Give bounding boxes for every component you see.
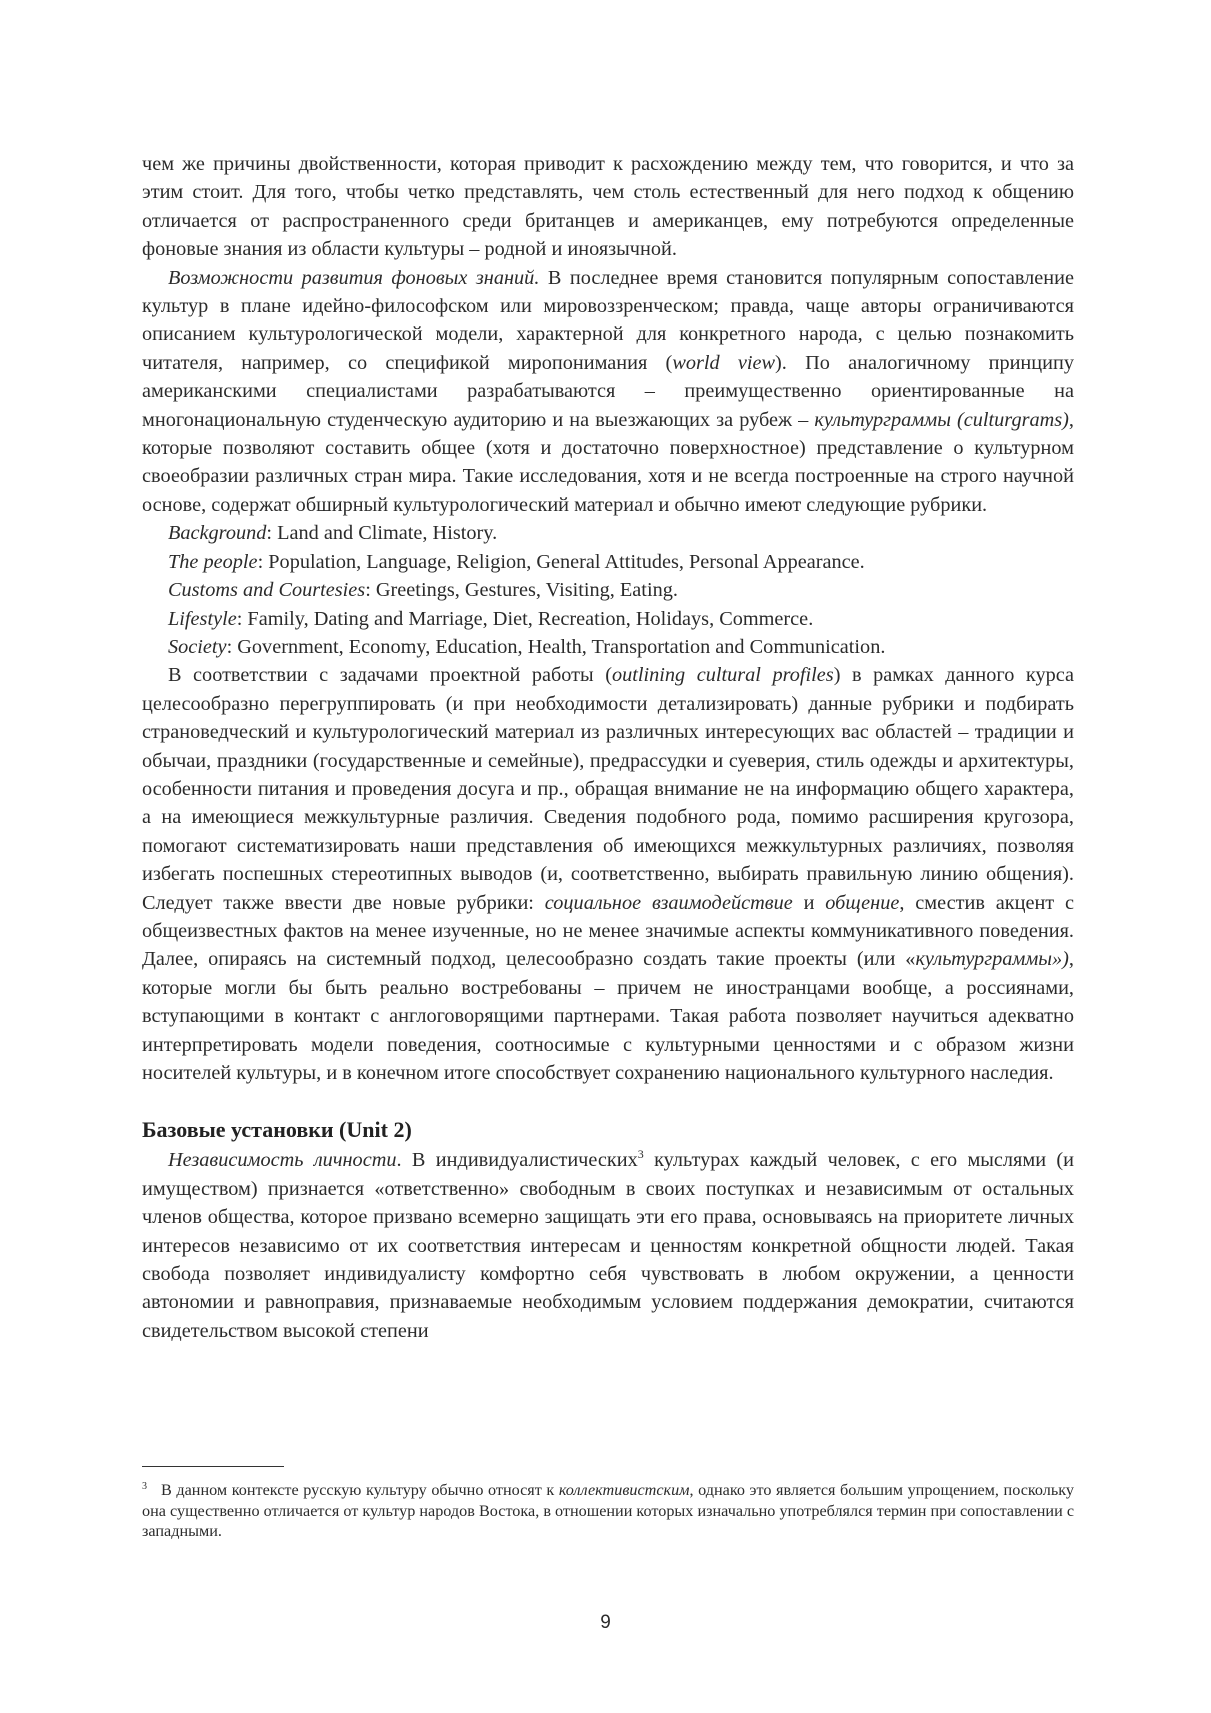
paragraph-title: Возможности развития фоновых знаний. bbox=[168, 266, 540, 289]
section-heading: Базовые установки (Unit 2) bbox=[142, 1117, 412, 1143]
main-text bbox=[142, 150, 1074, 1345]
rubric-society: Society: Government, Economy, Education, Health, Transportation and Communication. bbox=[168, 635, 886, 658]
rubric-customs: Customs and Courtesies: Greetings, Gestures, Visiting, Eating. bbox=[168, 579, 678, 602]
paragraph-intro: чем же причины двойственности, которая приводит к расхождению между тем, что говорится, и что за этим стоит. Для того, чтобы четко представлять, чем столь естественный для него подход к общению отличается от распространенного среди британцев и американцев, ему потребуются определенные фоновые знания из области культуры – родной и иноязычной. bbox=[142, 153, 1074, 261]
footnote: $^3$ В данном контексте русскую культуру обычно относят к коллективистским, однако это является большим упрощением, поскольку она существенно отличается от культур народов Востока, в отношении которых изначально употреблялся термин при сопоставлении с западными. bbox=[142, 1481, 1074, 1541]
paragraph-project-work: В соответствии с задачами проектной работы (outlining cultural profiles) в рамках данного курса целесообразно перегруппировать (и при необходимости детализировать) данные рубрики и подбирать страноведческий и культурологический материал из различных интересующих вас областей – традиции и обычаи, праздники (государственные и семейные), предрассудки и суеверия, стиль одежды и архитектуры, особенности питания и проведения досуга и пр., обращая внимание не на информацию общего характера, а на имеющиеся межкультурные различия. Сведения подобного рода, помимо расширения кругозора, помогают систематизировать наши представления об имеющихся межкультурных различиях, позволяя избегать поспешных стереотипных выводов (и, соответственно, выбирать правильную линию общения). Следует также ввести две новые рубрики: социальное взаимодействие и общение, сместив акцент с общеизвестных фактов на менее изученные, но не менее значимые аспекты коммуникативного поведения. Далее, опираясь на системный подход, целесообразно создать такие проекты (или «культурграммы»), которые могли бы быть реально востребованы – причем не иностранцами вообще, а россиянами, вступающими в контакт с англоговорящими партнерами. Такая работа позволяет научиться адекватно интерпретировать модели поведения, соотносимые с культурными ценностями и с образом жизни носителей культуры, и в конечном итоге способствует сохранению национального культурного наследия. bbox=[142, 664, 1075, 1084]
footnote-reference[interactable]: 3 bbox=[637, 1147, 644, 1162]
rubric-lifestyle: Lifestyle: Family, Dating and Marriage, Diet, Recreation, Holidays, Commerce. bbox=[168, 607, 814, 630]
paragraph-independence: Независимость личности. В индивидуалистических$^3$ культурах каждый человек, с его мыслями (и имуществом) признается «ответственно» свободным в своих поступках и независимым от остальных членов общества, которое призвано всемерно защищать эти его права, основываясь на приоритете личных интересов независимо от их соответствия интересам и ценностям конкретной общности людей. Такая свобода позволяет индивидуалисту комфортно себя чувствовать в любом окружении, а ценности автономии и равноправия, признаваемые необходимым условием поддержания демократии, считаются свидетельством высокой степени bbox=[142, 1147, 1075, 1342]
page-number: 9 bbox=[600, 1612, 611, 1633]
rubric-people: The people: Population, Language, Religion, General Attitudes, Personal Appearance. bbox=[168, 550, 865, 573]
footnote-separator bbox=[142, 1466, 284, 1467]
rubric-background: Background: Land and Climate, History. bbox=[168, 522, 498, 545]
paragraph-background-knowledge: Возможности развития фоновых знаний. В последнее время становится популярным сопоставление культур в плане идейно-философском или мировоззренческом; правда, чаще авторы ограничиваются описанием культурологической модели, характерной для конкретного народа, с целью познакомить читателя, например, со спецификой миропонимания (world view). По аналогичному принципу американскими специалистами разрабатываются – преимущественно ориентированные на многонациональную студенческую аудиторию и на выезжающих за рубеж – культурграммы (culturgrams), которые позволяют составить общее (хотя и достаточно поверхностное) представление о культурном своеобразии различных стран мира. Такие исследования, хотя и не всегда построенные на строго научной основе, содержат обширный культурологический материал и обычно имеют следующие рубрики. bbox=[142, 266, 1074, 516]
footnote-number: 3 bbox=[142, 1481, 147, 1492]
